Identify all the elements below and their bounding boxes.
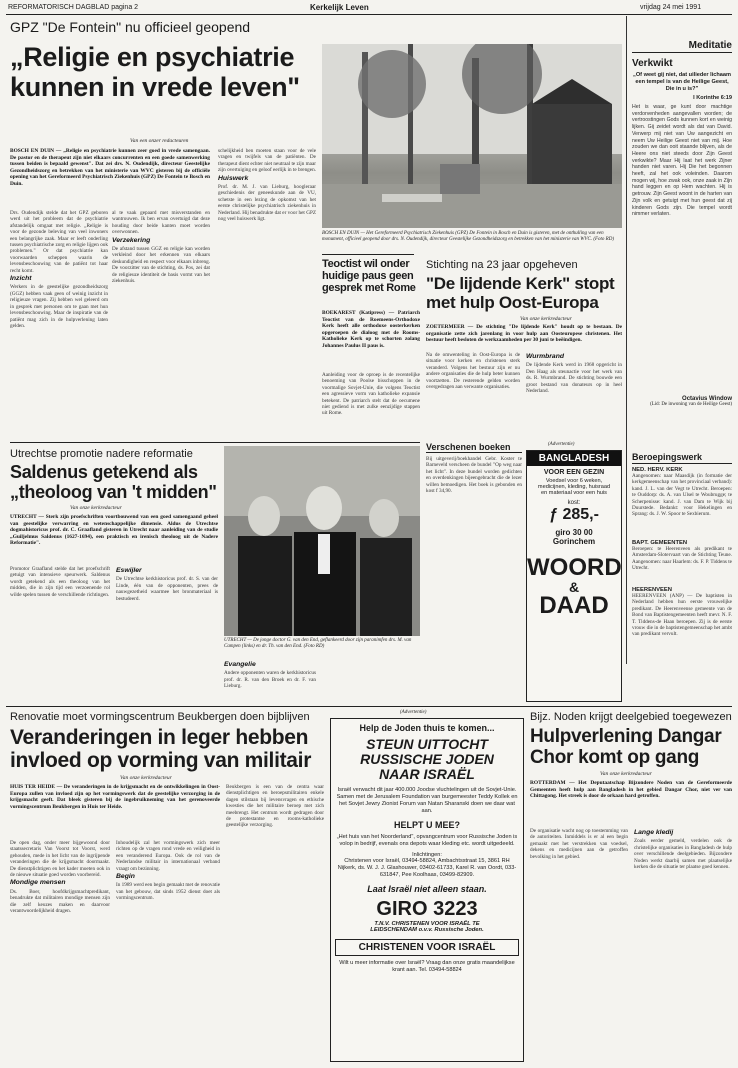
beroeping-label: Beroepingswerk	[632, 452, 732, 464]
ad-bangladesh-label: (Advertentie)	[548, 442, 575, 447]
beukbergen-title: Veranderingen in leger hebben invloed op vorming van militair	[10, 726, 312, 772]
saldenus-byline: Van onze kerkredacteur	[70, 505, 122, 511]
ad-bangladesh-price-pre: kost:	[567, 500, 581, 506]
saldenus-col2: Eswijler De Utrechtse kerkhistoricus prof. dr. S. van der Linde, één van de opponenten, prees de nauwgezetheid waarmee het bronmateriaal is bestudeerd.	[116, 567, 218, 602]
ad-israel-help: HELPT U MEE?	[393, 820, 460, 830]
meditatie-quote: „Of weet gij niet, dat uilieder lichaam een tempel is van de Heilige Geest, Die in u is?"	[633, 72, 731, 92]
header-left: REFORMATORISCH DAGBLAD pagina 2	[8, 4, 139, 11]
teoctist-title: Teoctist wil onder huidige paus geen gesprek met Rome	[322, 258, 416, 294]
meditatie-body: Het is waar, ge kunt door machtige verdorvenheden aangevallen worden; de vertroostingen Gods kunnen kort en weinig lijken. Gij zeidet wordt als dat van David. Verwerp mij niet van Uw aangezicht en neem Uw Heilige Geest niet van mij. Hoe zouden we dan ooit staande blijven, als de Heere ons niet steeds door Zijn Geest verkwikte? Maar Hij laat het werk Zijner handen niet varen. Hij Die het begonnen heeft, zal het ook voleinden. Daarom mogen wij, hoe zwak ook, onze zaak in Zijn hand leggen en op Hem wachten. Hij is getrouw. Zijn Geest woont in de harten van Zijn volk en getuigt met hun geest dat zij kinderen Gods zijn. Die tempel wordt nimmer verlaten.	[632, 104, 732, 218]
saldenus-kicker: Utrechtse promotie nadere reformatie	[10, 448, 193, 460]
ad-israel-giro-sub2: LEIDSCHENDAM o.v.v. Russische Joden.	[370, 927, 484, 933]
beukbergen-col2: Inhoudelijk zal het vormingswerk zich meer richten op de vragen rond vrede en veiligheid in een veranderend Europa. Ook de rol van de Nederlandse militair in internationaal verband vraagt om bezinning. Begin In 1989 werd een begin gemaakt met de renovatie van het gebouw, dat sinds 1952 dienst doet als vormingscentrum.	[116, 840, 220, 902]
beroeping-body2: Beroepen: te Heerenveen als predikant te Amsterdam-Slotervaart van de Stichting Teune. Aangenomen: naar Haarlem: ds. F. P. Tiddens te Utrecht.	[632, 546, 732, 572]
beukbergen-col1: De open dag, onder meer bijgewoond door staatssecretaris Van Voorst tot Voorst, werd gehouden, mede in het licht van de ingrijpende veranderingen die de krijgsmacht doormaakt. De dienstplichtigen en het kader moeten ook in de nieuwe situatie goed worden voorbereid. Mondige mensen Ds. Boer, hoofdkrijgsmachtpredikant, benadrukte dat militairen mondige mensen zijn die zelf keuzes maken en daarvoor verantwoordelijkheid dragen.	[10, 840, 110, 915]
beroeping-body1: Aangenomen: naar Maasdijk (in formatie der kerkgemeenschap van het provinciaal verband): kand. J. L. van der Vegt te Utrecht. Beroepen: te Ouddorp: ds. A. van Ulsel te Woubrugge; te Scherpenisse: kand. J. van Dam te Wijk bij Duurstede. Bedankt: voor Hekelingen en Sprang: ds. J. W. Spoor te Sexbierum.	[632, 473, 732, 518]
beroeping-box	[632, 452, 732, 651]
main-photo	[322, 44, 622, 228]
ad-bangladesh	[526, 450, 622, 702]
main-byline: Van een onzer redacteuren	[130, 138, 189, 144]
ad-israel-slogan: Laat Israël niet alleen staan.	[367, 884, 487, 894]
ad-bangladesh-line4: en materiaal voor een huis	[541, 490, 607, 496]
lijdende-col1: Na de omwenteling in Oost-Europa is de situatie voor kerken en christenen sterk veranderd. Volgens het bestuur zijn er nu andere organisaties die de hulp beter kunnen voortzetten. De resterende gelden worden overgedragen aan verwante organisaties.	[426, 352, 520, 391]
main-kicker: GPZ "De Fontein" nu officieel geopend	[10, 19, 251, 35]
ad-israel-intro: Help de Joden thuis te komen...	[359, 723, 495, 733]
beroeping-section1: NED. HERV. KERK	[632, 467, 683, 473]
ad-israel-giro: GIRO 3223	[376, 898, 478, 920]
beukbergen-byline: Van onze kerkredacteur	[120, 775, 172, 781]
meditatie-ref: I Korinthe 6:19	[693, 95, 732, 101]
boeken-body: Bij uitgeverij/boekhandel Gebr. Koster te Barneveld verscheen de bundel "Op weg naar het licht". In deze bundel worden gedichten en overdenkingen bijeengebracht die de lezer willen bemoedigen. Het boek is gebonden en kost f 34,90.	[426, 456, 522, 495]
main-col2: al te vaak gepaard met misverstanden en wantrouwen. Ik ben ervan overtuigd dat deze houding door beide kanten moet worden overwonnen. Verzekering De afstand tussen GGZ en religie kan worden verkleind door het erkennen van elkaars deskundigheid en respect voor elkaars inbreng. De voorzitter van de stichting, ds. Pos, zei dat de religieuze identiteit de basis vormt van het ziekenhuis.	[112, 210, 210, 285]
dangar-col2: Lange kledij Zoals eerder gemeld, verdelen ook de christelijke organisaties in Bangladesh de hulp over verschillende deelgebieden. Bijzondere Noden werkt daarbij samen met plaatselijke kerken die de situatie ter plaatse goed kennen.	[634, 829, 732, 871]
meditatie-author-note: (Lid: De inwoning van de Heilige Geest)	[650, 402, 732, 407]
teoctist-lead: BOEKAREST (Katipress) — Patriarch Teoctist van de Roemeens-Orthodoxe Kerk heeft alle orthodoxe oosterkerken opgeroepen de dialoog met de Rooms-Katholieke Kerk op te schorten zolang Johannes Paulus II paus is.	[322, 310, 420, 349]
teoctist-rule	[322, 254, 414, 255]
ad-israel-footer: Wilt u meer informatie over Israël? Vraag dan onze gratis maandelijkse krant aan. Tel. 03494-58824	[339, 960, 515, 973]
beroeping-body3: HEERENVEEN (ANP) — De baptisten in Nederland hebben hun eerste vrouwelijke predikant. De Heerenveense gemeente van de Bond van Baptistengemeenten heeft mevr. N. F. T. Tiddens-de Haan beroepen. Zij is de eerste vrouw die in de baptistengemeenschap het ambt van predikant vervult.	[632, 593, 732, 638]
photo-monument-scene	[322, 44, 622, 228]
meditatie-box	[632, 40, 732, 407]
ad-israel-headline: STEUN UITTOCHT RUSSISCHE JODEN NAAR ISRAËL	[360, 736, 494, 782]
ad-bangladesh-line2: Voedsel voor 6 weken,	[545, 478, 603, 484]
main-col1: Drs. Oudendijk stelde dat het GPZ geboren werd uit het probleem dat de psychiatrie afstandelijk omgaat met religie. „Religie is voor de gezonde beleving van veel inwoners een belangrijke zaak. Maar er leeft onderling tussen psychiatrische zorg en religie lijgen ook problemen." Or dat psychiatrie kan voorwaarden scheppen waarin de levensbeschouwing van de patiënt tot haar recht komt. Inzicht Werkers in de geestelijke gezondheidszorg (GGZ) hebben vaak geen of weinig inzicht in religieuze vragen. Zij hebben wel geleerd om in gesprek met personen om te gaan met hun levensbeschouwing. Maar de inspiratie van de patiënt mag zich in de hulpverlening laten gelden.	[10, 210, 108, 329]
beukbergen-kicker: Renovatie moet vormingscentrum Beukbergen doen bijblijven	[10, 711, 310, 723]
header-right: vrijdag 24 mei 1991	[640, 4, 702, 11]
dangar-lead: ROTTERDAM — Het Deputaatschap Bijzondere Noden van de Gereformeerde Gemeenten heeft hulp aan Bangladesh in het gebied Dangar Chor, niet ver van Chittagong. Het streek is door de orkaan hard getroffen.	[530, 780, 732, 799]
boeken-title: Verschenen boeken	[426, 442, 522, 453]
lijdende-col2: Wurmbrand De lijdende Kerk werd in 1968 opgericht in Den Haag als steunactie voor het werk van ds. R. Wurmbrand. De stichting bouwde een groot bestand van donateurs op in heel Nederland.	[526, 353, 622, 395]
main-photo-caption: BOSCH EN DUIN — Het Gereformeerd Psychiatrisch Ziekenhuis (GPZ) De Fontein in Bosch en Duin is gisteren, met de onthulling van een monument, officieel geopend door drs. N. Oudendijk, directeur Geestelijke Gezondheidszorg en betrekken van het ministerie van WVC. (Foto RD)	[322, 231, 615, 242]
header-rule	[6, 14, 732, 15]
ad-bangladesh-line1: VOOR EEN GEZIN	[543, 469, 605, 476]
dangar-title: Hulpverlening Dangar Chor komt op gang	[530, 726, 722, 768]
saldenus-col1: Promotor Graafland stelde dat het proefschrift getuigt van intensieve speurwerk. Saldenus wordt getekend als een theoloog van het midden, die in zijn tijd een verzoenende rol wilde spelen tussen de verschillende richtingen.	[10, 566, 110, 598]
beroeping-section3: HEERENVEEN	[632, 587, 672, 593]
ad-bangladesh-giro: giro 30 00	[555, 528, 593, 537]
saldenus-photo-caption: UTRECHT — De jonge doctor G. van den End, geflankeerd door zijn paranimfen drs. M. van Campen (links) en dr. Th. van den End. (Foto RD)	[224, 638, 412, 649]
beukbergen-col3: Beukbergen is een van de centra waar dienstplichtigen en beroepsmilitairen enkele dagen stilstaan bij levensvragen en ethische kwesties die het militaire beroep met zich meebrengt. Het centrum wordt gedragen door de protestantse en rooms-katholieke geestelijke verzorging.	[226, 784, 324, 829]
ad-israel-text2: „Het huis van het Noorderland", opvangcentrum voor Russische Joden is volop in bedrijf, evenals ons depots waar kleding etc. wordt uitgedeeld.	[336, 834, 518, 847]
saldenus-col3: Evangelie Andere opponenten waren de kerkhistoricus prof. dr. R. van den Broek en dr. F. van Lieburg.	[224, 661, 316, 690]
lijdende-byline: Van onze kerkredacteur	[520, 316, 572, 322]
main-col3: schelijkheid ben moeten staan voor de vele vragen en twijfels van de patiënten. De therapeut dient echter niet neutraal te zijn maar zijn overtuiging en geloof eerlijk in te brengen. Huiswerk Prof. dr. M. J. van Lieburg, hoogleraar geschiedenis der geneeskunde aan de VU, schetste in een lezing de opkomst van het eerste christelijke psychiatrisch ziekenhuis in Nederland. Hij benadrukte dat er voor het GPZ nog veel huiswerk ligt.	[218, 148, 316, 223]
ad-israel-info: Christenen voor Israël, 03494-58824, Ambachtsstraat 15, 3861 RH Nijkerk, ds. W. J. J. Glashouwer, 03402-61733, Karel R. van Oordt, 033-631847, Pee Koolhaas, 03499-82909.	[337, 858, 517, 878]
ad-bangladesh-line3: medicijnen, kleding, huisraad	[537, 484, 611, 490]
bottom-rule	[6, 706, 732, 707]
beroeping-section2: BAPT. GEMEENTEN	[632, 540, 688, 546]
woord-en-daad-logo: WOORD & DAAD	[527, 554, 622, 619]
saldenus-lead: UTRECHT — Sterk zijn proefschriften voortbouwend van een goed samengaand geheel van geestelijke verwarring en wetenschappelijke dimensie. Aldus de Utrechtse dogmahistoricus prof. dr. C. Graafland gisteren in Utrecht naar aanleiding van de studie „Guiljelmus Saldenus (1627-1694), een praktisch en irenisch theoloog uit de Nadere Reformatie".	[10, 514, 218, 546]
ad-bangladesh-city: Gorinchem	[552, 537, 596, 546]
header-center: Kerkelijk Leven	[310, 3, 369, 12]
dangar-col1: De organisatie wacht nog op toestemming van de autoriteiten. Inmiddels is er al een begin gemaakt met het verstrekken van voedsel, dekens en medicijnen aan de getroffen bevolking in het gebied.	[530, 828, 628, 860]
meditatie-title: Verkwikt	[632, 58, 673, 69]
beukbergen-lead: HUIS TER HEIDE — De veranderingen in de krijgsmacht en de ontwikkelingen in Oost-Europa zullen van invloed zijn op het vormingswerk dat de geestelijke verzorging in de krijgsmacht geeft. Dat bleek gisteren bij de ingebruikneming van het gerenoveerde vormingscentrum Beukbergen in Huis ter Heide.	[10, 784, 220, 810]
saldenus-title: Saldenus getekend als „theoloog van 't midden"	[10, 462, 217, 502]
meditatie-label: Meditatie	[632, 40, 732, 53]
teoctist-body: Aanleiding voor de oproep is de recentelijke benoeming van Poolse bisschoppen in de voormalige Sovjet-Unie, die volgens Teoctist een agressieve vorm van katholieke expansie betekent. De patriarch stelt dat de oecumene niet gediend is met zulke eenzijdige stappen uit Rome.	[322, 372, 420, 417]
lijdende-lead: ZOETERMEER — De stichting "De lijdende Kerk" houdt op te bestaan. De organisatie zette zich jarenlang in voor hulp aan Oosteuropese christenen. Het bestuur heeft besloten de werkzaamheden per 30 juni te beëindigen.	[426, 324, 622, 343]
ad-bangladesh-price: ƒ 285,-	[549, 506, 599, 523]
main-title: „Religie en psychiatrie kunnen in vrede leven"	[10, 42, 300, 102]
lijdende-title: "De lijdende Kerk" stopt met hulp Oost-Europa	[426, 274, 615, 312]
sidebar-rule	[626, 16, 627, 664]
saldenus-rule	[10, 442, 420, 443]
christenen-voor-israel-logo: CHRISTENEN VOOR ISRAËL	[335, 939, 519, 956]
ad-israel-info-label: Inlichtingen:	[412, 852, 442, 858]
ad-israel-label: (Advertentie)	[400, 710, 427, 715]
meditatie-author: Octavius Window	[682, 396, 732, 402]
photo-three-men	[224, 446, 420, 636]
lijdende-kicker: Stichting na 23 jaar opgeheven	[426, 259, 578, 271]
saldenus-photo	[224, 446, 420, 636]
ad-israel-text1: Israël verwacht dit jaar 400.000 Joodse vluchtelingen uit de Sovjet-Unie. Samen met de Jerusalem Foundation van burgemeester Teddy Kollek en het Sovjet Jewry Zionist Forum van Natan Sharanski doen we daar wat aan.	[336, 787, 518, 814]
dangar-byline: Van onze kerkredacteur	[600, 771, 652, 777]
ad-israel-giro-sub1: T.N.V. CHRISTENEN VOOR ISRAËL TE	[374, 921, 480, 927]
ad-bangladesh-title: BANGLADESH	[527, 451, 621, 466]
main-lead: BOSCH EN DUIN — „Religie en psychiatrie kunnen zeer goed in vrede samengaan. De pastor en de therapeut zijn niet elkaars concurrenten en een goede samenwerking tussen beiden is bepaald gewenst". Dat zei drs. N. Oudendijk, directeur Geestelijke Gezondheidszorg en betrekken van het ministerie van WVC gisteren bij de officiële opening van het Gereformeerd Psychiatrisch Ziekenhuis (GPZ) De Fontein te Bosch en Duin.	[10, 148, 210, 187]
ad-israel	[330, 718, 524, 1062]
dangar-kicker: Bijz. Noden krijgt deelgebied toegewezen	[530, 711, 732, 723]
